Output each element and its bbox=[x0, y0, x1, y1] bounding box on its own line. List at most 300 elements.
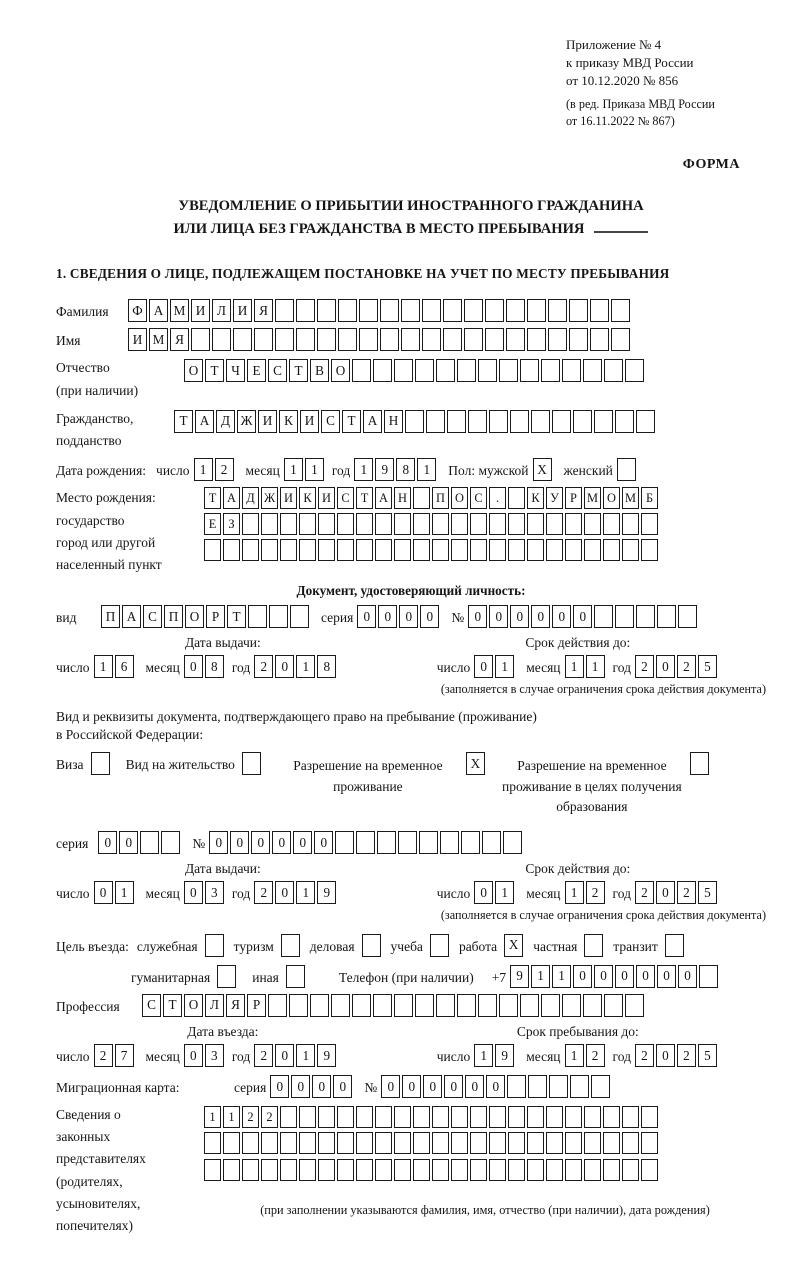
char-box[interactable]: О bbox=[184, 994, 203, 1017]
char-box[interactable]: 0 bbox=[230, 831, 249, 854]
char-box[interactable]: Н bbox=[384, 410, 403, 433]
char-box[interactable] bbox=[548, 328, 567, 351]
char-box[interactable]: Т bbox=[205, 359, 224, 382]
char-box[interactable]: Ж bbox=[261, 487, 278, 509]
char-box[interactable] bbox=[520, 359, 539, 382]
char-box[interactable]: Я bbox=[226, 994, 245, 1017]
char-box[interactable] bbox=[470, 539, 487, 561]
char-box[interactable] bbox=[531, 410, 550, 433]
char-box[interactable] bbox=[527, 328, 546, 351]
char-box[interactable] bbox=[299, 1159, 316, 1181]
char-box[interactable] bbox=[422, 299, 441, 322]
char-box[interactable] bbox=[622, 1132, 639, 1154]
char-box[interactable]: 1 bbox=[296, 655, 315, 678]
char-box[interactable] bbox=[401, 328, 420, 351]
char-box[interactable] bbox=[398, 831, 417, 854]
char-box[interactable]: 1 bbox=[305, 458, 324, 481]
char-box[interactable] bbox=[359, 299, 378, 322]
char-box[interactable]: 1 bbox=[296, 881, 315, 904]
char-box[interactable]: 1 bbox=[284, 458, 303, 481]
char-box[interactable]: 1 bbox=[115, 881, 134, 904]
char-box[interactable] bbox=[569, 328, 588, 351]
char-box[interactable] bbox=[552, 410, 571, 433]
char-box[interactable] bbox=[451, 513, 468, 535]
char-box[interactable]: 0 bbox=[291, 1075, 310, 1098]
char-box[interactable]: 0 bbox=[657, 965, 676, 988]
char-box[interactable] bbox=[678, 605, 697, 628]
char-box[interactable]: 1 bbox=[565, 655, 584, 678]
char-box[interactable]: Я bbox=[170, 328, 189, 351]
char-box[interactable] bbox=[611, 328, 630, 351]
char-box[interactable]: 2 bbox=[254, 1044, 273, 1067]
char-box[interactable] bbox=[280, 1106, 297, 1128]
char-box[interactable] bbox=[478, 994, 497, 1017]
char-box[interactable] bbox=[373, 994, 392, 1017]
char-box[interactable] bbox=[299, 1106, 316, 1128]
char-box[interactable]: Б bbox=[641, 487, 658, 509]
char-box[interactable]: 1 bbox=[417, 458, 436, 481]
char-box[interactable]: 0 bbox=[468, 605, 487, 628]
char-box[interactable] bbox=[594, 605, 613, 628]
char-box[interactable] bbox=[394, 359, 413, 382]
char-box[interactable] bbox=[489, 513, 506, 535]
char-box[interactable]: 3 bbox=[205, 1044, 224, 1067]
char-box[interactable] bbox=[242, 513, 259, 535]
checkbox[interactable] bbox=[362, 934, 381, 957]
char-box[interactable] bbox=[527, 1132, 544, 1154]
char-box[interactable] bbox=[405, 410, 424, 433]
char-box[interactable] bbox=[622, 1159, 639, 1181]
char-box[interactable] bbox=[604, 359, 623, 382]
char-box[interactable]: К bbox=[527, 487, 544, 509]
char-box[interactable] bbox=[603, 513, 620, 535]
char-box[interactable] bbox=[415, 994, 434, 1017]
char-box[interactable] bbox=[457, 994, 476, 1017]
char-box[interactable] bbox=[394, 994, 413, 1017]
char-box[interactable] bbox=[413, 1106, 430, 1128]
char-box[interactable] bbox=[584, 1132, 601, 1154]
char-box[interactable] bbox=[261, 1132, 278, 1154]
char-box[interactable] bbox=[191, 328, 210, 351]
char-box[interactable] bbox=[352, 359, 371, 382]
char-box[interactable] bbox=[485, 328, 504, 351]
char-box[interactable]: Ф bbox=[128, 299, 147, 322]
char-box[interactable] bbox=[432, 1159, 449, 1181]
char-box[interactable]: 2 bbox=[635, 1044, 654, 1067]
char-box[interactable]: С bbox=[143, 605, 162, 628]
char-box[interactable] bbox=[242, 1132, 259, 1154]
char-box[interactable] bbox=[541, 994, 560, 1017]
char-box[interactable] bbox=[508, 1159, 525, 1181]
char-box[interactable] bbox=[331, 994, 350, 1017]
char-box[interactable]: 3 bbox=[205, 881, 224, 904]
char-box[interactable]: Т bbox=[289, 359, 308, 382]
char-box[interactable]: 0 bbox=[378, 605, 397, 628]
char-box[interactable] bbox=[489, 539, 506, 561]
char-box[interactable]: 0 bbox=[184, 655, 203, 678]
char-box[interactable]: Я bbox=[254, 299, 273, 322]
char-box[interactable]: 0 bbox=[402, 1075, 421, 1098]
char-box[interactable] bbox=[426, 410, 445, 433]
char-box[interactable] bbox=[413, 1159, 430, 1181]
char-box[interactable] bbox=[520, 994, 539, 1017]
char-box[interactable]: . bbox=[489, 487, 506, 509]
checkbox[interactable] bbox=[91, 752, 110, 775]
char-box[interactable] bbox=[242, 539, 259, 561]
char-box[interactable]: А bbox=[195, 410, 214, 433]
checkbox[interactable] bbox=[665, 934, 684, 957]
char-box[interactable] bbox=[470, 1106, 487, 1128]
char-box[interactable]: 2 bbox=[94, 1044, 113, 1067]
char-box[interactable] bbox=[590, 299, 609, 322]
char-box[interactable] bbox=[641, 1132, 658, 1154]
char-box[interactable]: 0 bbox=[184, 881, 203, 904]
char-box[interactable] bbox=[275, 299, 294, 322]
char-box[interactable] bbox=[549, 1075, 568, 1098]
char-box[interactable] bbox=[508, 1132, 525, 1154]
char-box[interactable] bbox=[335, 831, 354, 854]
char-box[interactable]: О bbox=[331, 359, 350, 382]
char-box[interactable] bbox=[591, 1075, 610, 1098]
char-box[interactable] bbox=[508, 513, 525, 535]
char-box[interactable]: О bbox=[184, 359, 203, 382]
char-box[interactable] bbox=[657, 605, 676, 628]
char-box[interactable]: 8 bbox=[317, 655, 336, 678]
char-box[interactable]: 0 bbox=[420, 605, 439, 628]
char-box[interactable]: А bbox=[375, 487, 392, 509]
char-box[interactable]: М bbox=[584, 487, 601, 509]
char-box[interactable]: Т bbox=[342, 410, 361, 433]
char-box[interactable] bbox=[590, 328, 609, 351]
char-box[interactable]: С bbox=[268, 359, 287, 382]
char-box[interactable]: 8 bbox=[396, 458, 415, 481]
char-box[interactable] bbox=[375, 513, 392, 535]
char-box[interactable] bbox=[594, 410, 613, 433]
char-box[interactable]: 2 bbox=[635, 881, 654, 904]
char-box[interactable]: 0 bbox=[423, 1075, 442, 1098]
char-box[interactable] bbox=[280, 1132, 297, 1154]
char-box[interactable] bbox=[338, 299, 357, 322]
char-box[interactable] bbox=[507, 1075, 526, 1098]
char-box[interactable] bbox=[356, 831, 375, 854]
checkbox[interactable] bbox=[286, 965, 305, 988]
char-box[interactable] bbox=[499, 359, 518, 382]
char-box[interactable]: Ч bbox=[226, 359, 245, 382]
char-box[interactable] bbox=[337, 1159, 354, 1181]
char-box[interactable]: 0 bbox=[444, 1075, 463, 1098]
char-box[interactable] bbox=[254, 328, 273, 351]
char-box[interactable] bbox=[212, 328, 231, 351]
char-box[interactable] bbox=[375, 1159, 392, 1181]
char-box[interactable] bbox=[506, 328, 525, 351]
char-box[interactable] bbox=[296, 299, 315, 322]
char-box[interactable] bbox=[470, 1159, 487, 1181]
char-box[interactable] bbox=[641, 1159, 658, 1181]
checkbox[interactable]: X bbox=[533, 458, 552, 481]
char-box[interactable] bbox=[280, 539, 297, 561]
char-box[interactable]: 5 bbox=[698, 655, 717, 678]
char-box[interactable]: 0 bbox=[573, 605, 592, 628]
char-box[interactable] bbox=[603, 1159, 620, 1181]
char-box[interactable] bbox=[573, 410, 592, 433]
char-box[interactable]: 9 bbox=[317, 1044, 336, 1067]
checkbox[interactable] bbox=[430, 934, 449, 957]
char-box[interactable]: 1 bbox=[296, 1044, 315, 1067]
char-box[interactable] bbox=[299, 513, 316, 535]
char-box[interactable]: 0 bbox=[489, 605, 508, 628]
char-box[interactable] bbox=[464, 328, 483, 351]
char-box[interactable]: М bbox=[622, 487, 639, 509]
char-box[interactable] bbox=[318, 1106, 335, 1128]
char-box[interactable] bbox=[622, 1106, 639, 1128]
char-box[interactable]: О bbox=[451, 487, 468, 509]
char-box[interactable] bbox=[510, 410, 529, 433]
char-box[interactable]: 0 bbox=[314, 831, 333, 854]
char-box[interactable] bbox=[223, 1159, 240, 1181]
char-box[interactable] bbox=[622, 513, 639, 535]
char-box[interactable]: 0 bbox=[293, 831, 312, 854]
char-box[interactable] bbox=[546, 1159, 563, 1181]
char-box[interactable] bbox=[451, 1106, 468, 1128]
char-box[interactable] bbox=[317, 299, 336, 322]
char-box[interactable]: 5 bbox=[698, 1044, 717, 1067]
char-box[interactable] bbox=[489, 410, 508, 433]
char-box[interactable] bbox=[415, 359, 434, 382]
char-box[interactable]: 0 bbox=[312, 1075, 331, 1098]
char-box[interactable]: П bbox=[164, 605, 183, 628]
char-box[interactable] bbox=[359, 328, 378, 351]
char-box[interactable]: 2 bbox=[586, 881, 605, 904]
char-box[interactable] bbox=[583, 359, 602, 382]
char-box[interactable] bbox=[468, 410, 487, 433]
checkbox[interactable] bbox=[242, 752, 261, 775]
char-box[interactable] bbox=[443, 328, 462, 351]
char-box[interactable] bbox=[625, 994, 644, 1017]
char-box[interactable] bbox=[546, 539, 563, 561]
char-box[interactable] bbox=[641, 539, 658, 561]
char-box[interactable]: 1 bbox=[495, 881, 514, 904]
char-box[interactable]: 2 bbox=[254, 655, 273, 678]
char-box[interactable]: 0 bbox=[399, 605, 418, 628]
char-box[interactable] bbox=[261, 513, 278, 535]
char-box[interactable] bbox=[413, 487, 430, 509]
char-box[interactable] bbox=[290, 605, 309, 628]
char-box[interactable]: М bbox=[170, 299, 189, 322]
char-box[interactable] bbox=[485, 299, 504, 322]
char-box[interactable]: 0 bbox=[656, 1044, 675, 1067]
char-box[interactable] bbox=[636, 410, 655, 433]
char-box[interactable]: 0 bbox=[270, 1075, 289, 1098]
char-box[interactable] bbox=[508, 539, 525, 561]
char-box[interactable] bbox=[337, 1106, 354, 1128]
char-box[interactable] bbox=[299, 539, 316, 561]
char-box[interactable] bbox=[296, 328, 315, 351]
char-box[interactable]: 0 bbox=[251, 831, 270, 854]
char-box[interactable]: 0 bbox=[656, 881, 675, 904]
char-box[interactable]: И bbox=[280, 487, 297, 509]
char-box[interactable]: 1 bbox=[194, 458, 213, 481]
char-box[interactable] bbox=[432, 1132, 449, 1154]
char-box[interactable] bbox=[204, 1159, 221, 1181]
char-box[interactable]: Ж bbox=[237, 410, 256, 433]
char-box[interactable]: Т bbox=[227, 605, 246, 628]
char-box[interactable]: И bbox=[258, 410, 277, 433]
char-box[interactable] bbox=[489, 1159, 506, 1181]
char-box[interactable]: 7 bbox=[115, 1044, 134, 1067]
char-box[interactable]: 0 bbox=[465, 1075, 484, 1098]
char-box[interactable] bbox=[636, 605, 655, 628]
char-box[interactable]: З bbox=[223, 513, 240, 535]
char-box[interactable]: С bbox=[321, 410, 340, 433]
char-box[interactable] bbox=[394, 1159, 411, 1181]
char-box[interactable]: 0 bbox=[510, 605, 529, 628]
char-box[interactable] bbox=[223, 539, 240, 561]
char-box[interactable]: К bbox=[299, 487, 316, 509]
char-box[interactable] bbox=[565, 1132, 582, 1154]
char-box[interactable] bbox=[603, 1106, 620, 1128]
char-box[interactable] bbox=[242, 1159, 259, 1181]
char-box[interactable] bbox=[352, 994, 371, 1017]
char-box[interactable] bbox=[584, 1106, 601, 1128]
char-box[interactable]: 0 bbox=[209, 831, 228, 854]
char-box[interactable] bbox=[641, 1106, 658, 1128]
char-box[interactable]: 0 bbox=[656, 655, 675, 678]
char-box[interactable] bbox=[413, 1132, 430, 1154]
char-box[interactable] bbox=[422, 328, 441, 351]
char-box[interactable] bbox=[527, 513, 544, 535]
char-box[interactable] bbox=[261, 1159, 278, 1181]
char-box[interactable]: 2 bbox=[586, 1044, 605, 1067]
char-box[interactable] bbox=[584, 539, 601, 561]
char-box[interactable] bbox=[603, 539, 620, 561]
char-box[interactable] bbox=[470, 1132, 487, 1154]
char-box[interactable] bbox=[375, 1106, 392, 1128]
char-box[interactable] bbox=[268, 994, 287, 1017]
char-box[interactable] bbox=[375, 539, 392, 561]
char-box[interactable]: 0 bbox=[615, 965, 634, 988]
char-box[interactable]: 1 bbox=[223, 1106, 240, 1128]
char-box[interactable]: 1 bbox=[531, 965, 550, 988]
char-box[interactable] bbox=[356, 1159, 373, 1181]
char-box[interactable] bbox=[541, 359, 560, 382]
char-box[interactable] bbox=[318, 513, 335, 535]
char-box[interactable] bbox=[413, 539, 430, 561]
char-box[interactable]: Д bbox=[242, 487, 259, 509]
char-box[interactable]: Д bbox=[216, 410, 235, 433]
char-box[interactable] bbox=[401, 299, 420, 322]
char-box[interactable] bbox=[457, 359, 476, 382]
char-box[interactable] bbox=[527, 299, 546, 322]
char-box[interactable]: Р bbox=[206, 605, 225, 628]
char-box[interactable]: И bbox=[318, 487, 335, 509]
char-box[interactable] bbox=[528, 1075, 547, 1098]
char-box[interactable] bbox=[584, 1159, 601, 1181]
char-box[interactable] bbox=[233, 328, 252, 351]
char-box[interactable] bbox=[565, 539, 582, 561]
char-box[interactable] bbox=[280, 513, 297, 535]
checkbox[interactable] bbox=[281, 934, 300, 957]
char-box[interactable]: А bbox=[122, 605, 141, 628]
char-box[interactable] bbox=[562, 359, 581, 382]
char-box[interactable]: Р bbox=[565, 487, 582, 509]
char-box[interactable] bbox=[436, 994, 455, 1017]
char-box[interactable]: У bbox=[546, 487, 563, 509]
checkbox[interactable] bbox=[690, 752, 709, 775]
char-box[interactable] bbox=[461, 831, 480, 854]
char-box[interactable] bbox=[641, 513, 658, 535]
char-box[interactable] bbox=[338, 328, 357, 351]
char-box[interactable] bbox=[432, 1106, 449, 1128]
char-box[interactable] bbox=[248, 605, 267, 628]
char-box[interactable]: 2 bbox=[261, 1106, 278, 1128]
char-box[interactable]: 1 bbox=[565, 1044, 584, 1067]
char-box[interactable] bbox=[337, 1132, 354, 1154]
char-box[interactable]: 0 bbox=[474, 881, 493, 904]
char-box[interactable]: 5 bbox=[698, 881, 717, 904]
char-box[interactable]: 8 bbox=[205, 655, 224, 678]
char-box[interactable]: О bbox=[603, 487, 620, 509]
char-box[interactable]: 0 bbox=[381, 1075, 400, 1098]
char-box[interactable]: С bbox=[337, 487, 354, 509]
char-box[interactable]: 0 bbox=[275, 881, 294, 904]
char-box[interactable] bbox=[489, 1132, 506, 1154]
char-box[interactable]: 1 bbox=[204, 1106, 221, 1128]
char-box[interactable] bbox=[546, 1106, 563, 1128]
char-box[interactable]: П bbox=[101, 605, 120, 628]
char-box[interactable] bbox=[261, 539, 278, 561]
char-box[interactable]: К bbox=[279, 410, 298, 433]
char-box[interactable] bbox=[451, 1159, 468, 1181]
char-box[interactable] bbox=[310, 994, 329, 1017]
char-box[interactable] bbox=[569, 299, 588, 322]
char-box[interactable] bbox=[527, 1159, 544, 1181]
char-box[interactable]: И bbox=[128, 328, 147, 351]
char-box[interactable]: 1 bbox=[94, 655, 113, 678]
char-box[interactable]: О bbox=[185, 605, 204, 628]
char-box[interactable] bbox=[508, 1106, 525, 1128]
char-box[interactable]: 6 bbox=[115, 655, 134, 678]
char-box[interactable]: П bbox=[432, 487, 449, 509]
char-box[interactable]: Н bbox=[394, 487, 411, 509]
char-box[interactable] bbox=[625, 359, 644, 382]
char-box[interactable]: 2 bbox=[254, 881, 273, 904]
char-box[interactable] bbox=[318, 539, 335, 561]
char-box[interactable]: А bbox=[363, 410, 382, 433]
char-box[interactable] bbox=[603, 1132, 620, 1154]
char-box[interactable]: Е bbox=[204, 513, 221, 535]
checkbox[interactable] bbox=[217, 965, 236, 988]
char-box[interactable]: 0 bbox=[119, 831, 138, 854]
char-box[interactable] bbox=[318, 1159, 335, 1181]
char-box[interactable]: 9 bbox=[317, 881, 336, 904]
char-box[interactable]: 0 bbox=[594, 965, 613, 988]
char-box[interactable] bbox=[432, 539, 449, 561]
char-box[interactable] bbox=[584, 513, 601, 535]
char-box[interactable] bbox=[565, 513, 582, 535]
char-box[interactable] bbox=[565, 1106, 582, 1128]
char-box[interactable]: Т bbox=[163, 994, 182, 1017]
char-box[interactable] bbox=[443, 299, 462, 322]
char-box[interactable]: 9 bbox=[510, 965, 529, 988]
char-box[interactable] bbox=[280, 1159, 297, 1181]
char-box[interactable] bbox=[375, 1132, 392, 1154]
char-box[interactable] bbox=[546, 1132, 563, 1154]
char-box[interactable]: 0 bbox=[636, 965, 655, 988]
char-box[interactable]: А bbox=[149, 299, 168, 322]
char-box[interactable]: 1 bbox=[565, 881, 584, 904]
char-box[interactable]: 1 bbox=[586, 655, 605, 678]
char-box[interactable]: В bbox=[310, 359, 329, 382]
